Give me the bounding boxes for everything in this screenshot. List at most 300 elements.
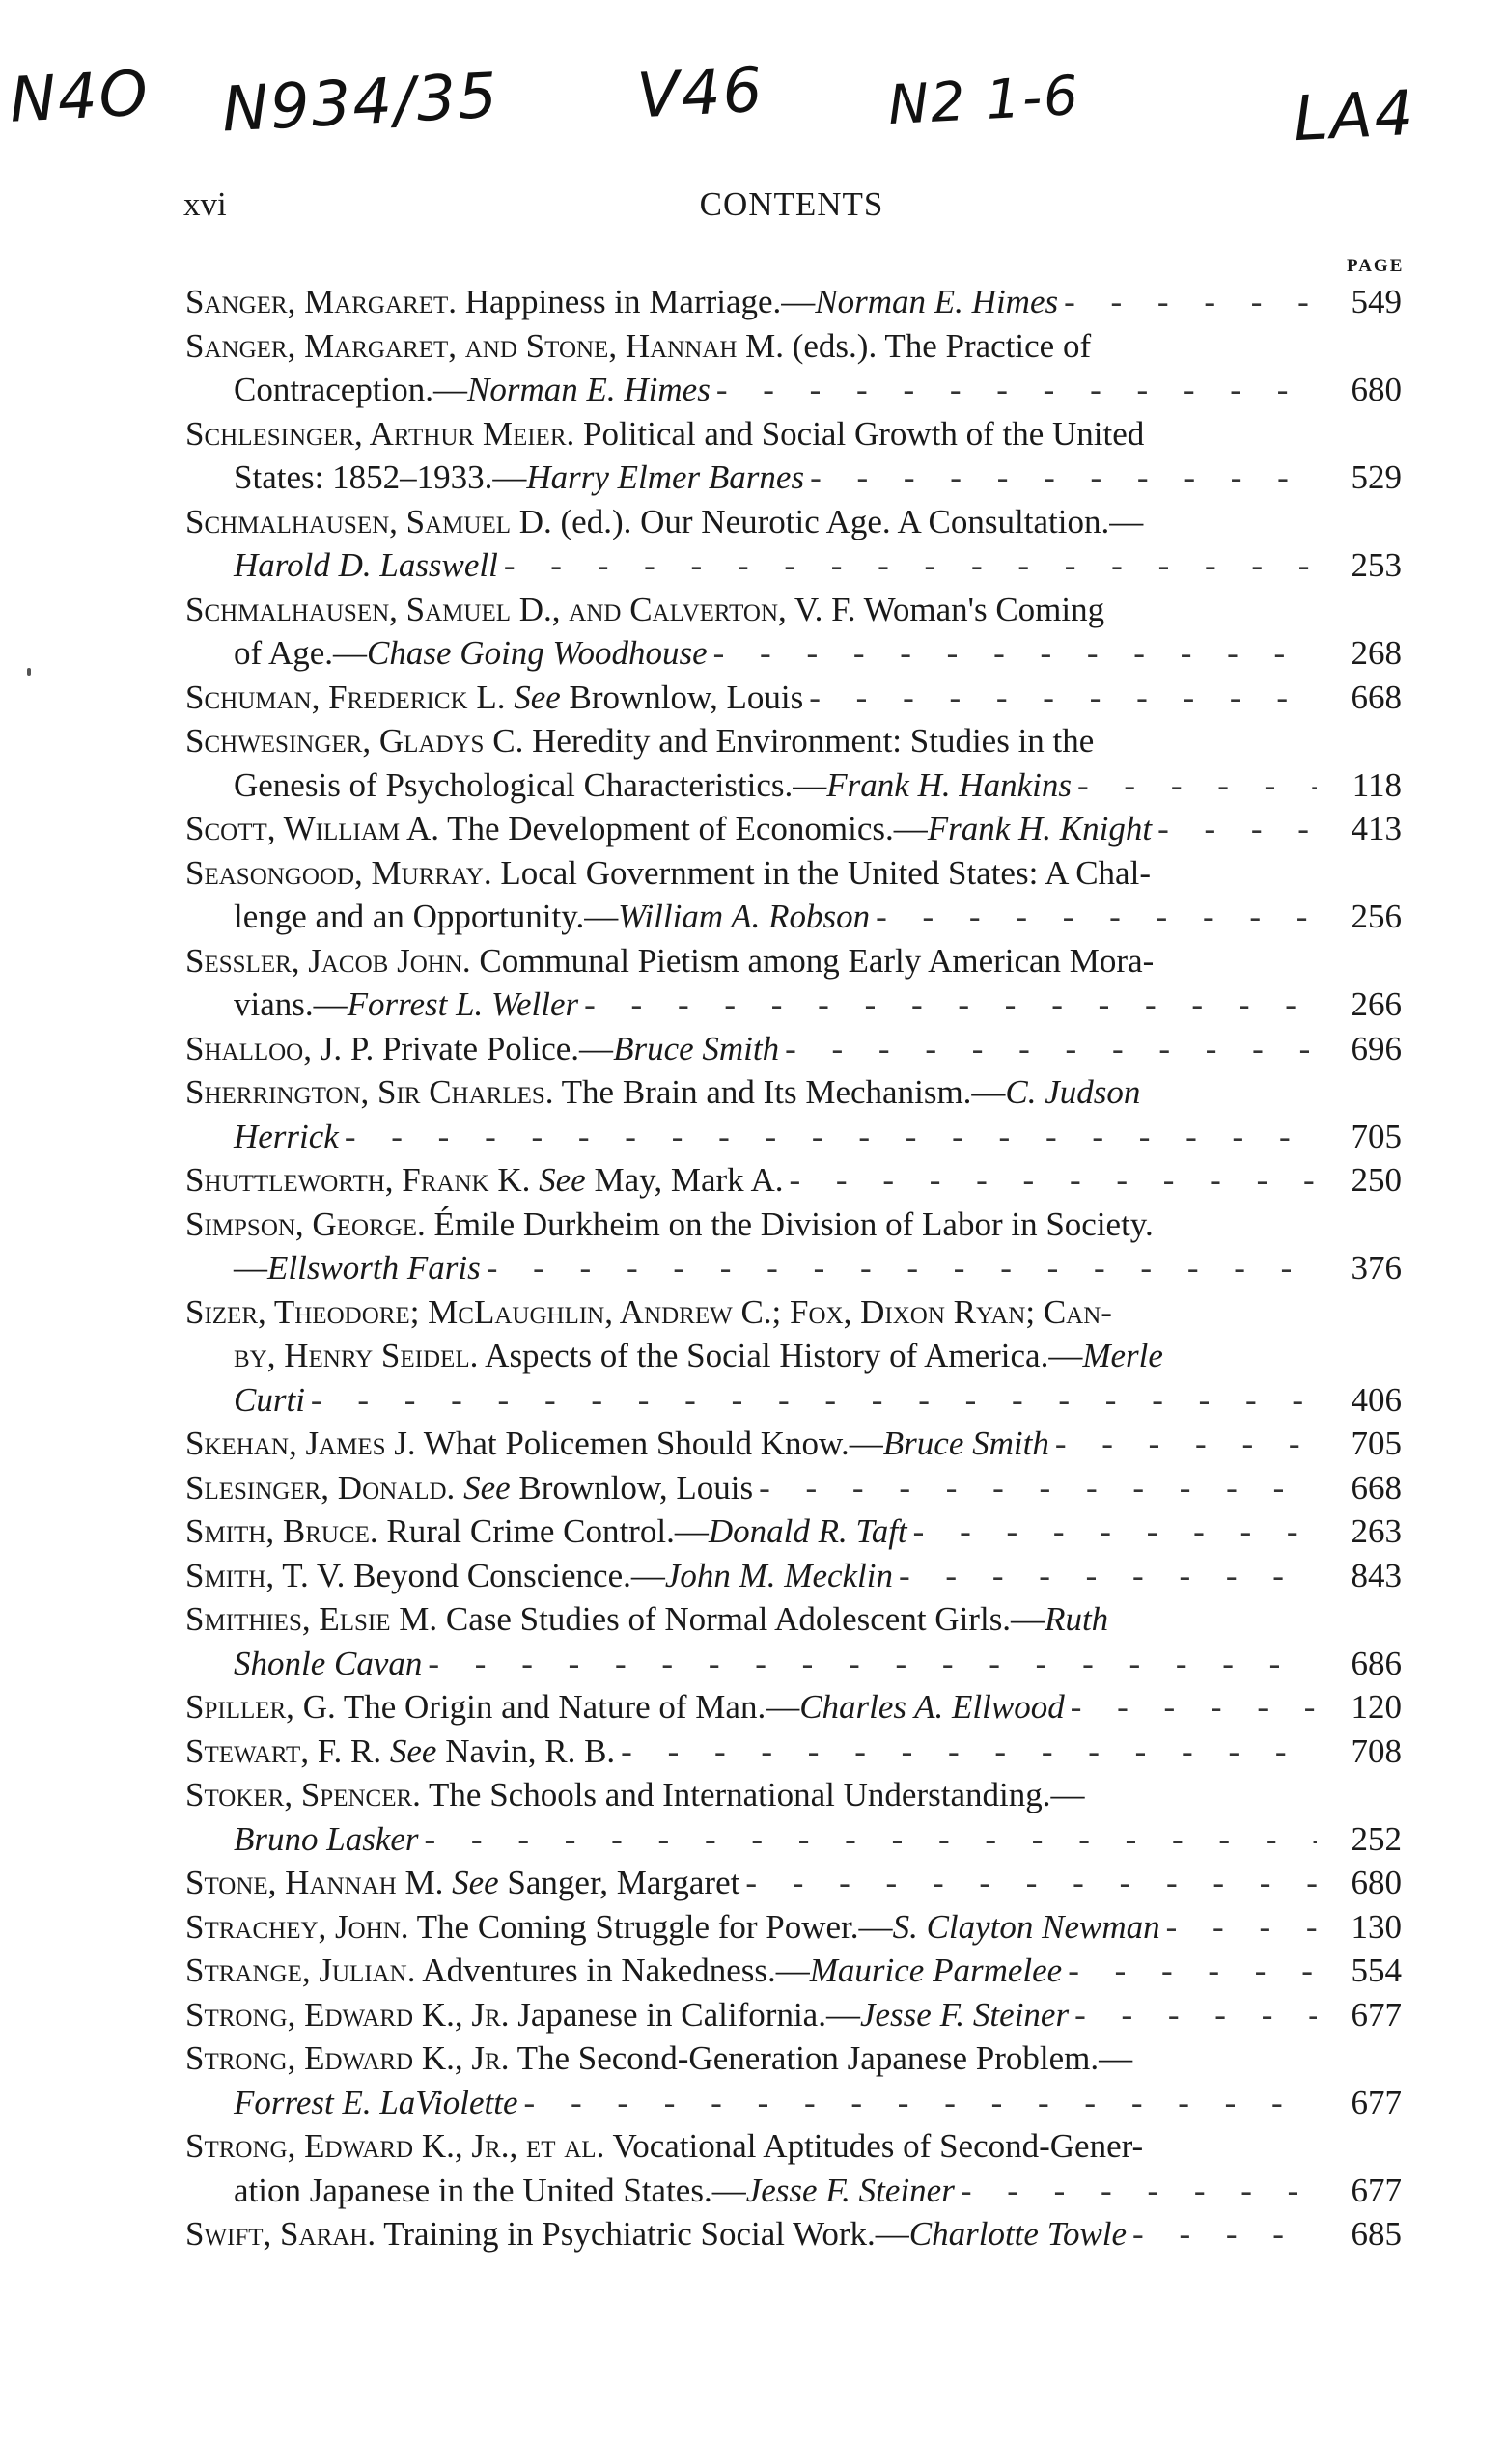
entry-line [185,1334,1402,1378]
book-title-text: Vocational Aptitudes of Second-Gener- [604,2127,1144,2165]
page-number: 253 [1351,546,1402,584]
dot-leaders [810,456,1317,500]
author-name: Strachey, John. [185,1907,409,1946]
contents-entry [185,939,1402,1027]
entry-line [185,1422,1402,1466]
author-name: Strange, Julian. [185,1952,416,1989]
author-name: Strong, Edward [185,2127,414,2165]
entry-line [185,588,1402,632]
entry-line [185,280,1402,324]
dot-leaders [745,1861,1317,1905]
page-number: 256 [1351,898,1402,935]
contents-entry [185,851,1402,939]
author-name: Jr. [471,2039,510,2077]
page-number: 685 [1351,2215,1402,2253]
dot-leaders [428,1642,1317,1686]
page-number: 406 [1351,1380,1402,1419]
entry-text [234,1378,305,1423]
page-number: 668 [1351,678,1402,716]
entry-line [185,719,1402,763]
book-title-text: States: 1852–1933.— [234,458,527,496]
page-number: 118 [1352,765,1402,804]
contents-entry [185,1730,1402,1774]
contents-entry [185,2036,1402,2124]
book-title-text: Émile Durkheim on the Division of Labor in Society. [425,1204,1154,1243]
page-number: 252 [1351,1819,1402,1858]
entry-line [185,676,1402,720]
contents-entry [185,1466,1402,1510]
page-number: 680 [1351,1864,1402,1901]
contents-entry [185,1070,1402,1158]
book-title-text: The Schools and International Understanding.— [420,1776,1085,1813]
entry-line [185,1115,1402,1159]
reviewer-name: Jesse F. Steiner [745,2171,955,2209]
dot-leaders [876,895,1317,939]
author-name: Stone, Hannah [185,1864,397,1901]
entry-line [185,1070,1402,1115]
author-name: and Calverton, [569,590,787,628]
dot-leaders [311,1378,1317,1423]
author-name: Schwesinger, Gladys [185,722,485,760]
entry-line [185,1466,1402,1510]
page-number: 376 [1351,1249,1402,1287]
dot-leaders [1132,2212,1317,2256]
entry-line [185,500,1402,544]
reviewer-name: Forrest E. LaViolette [234,2083,518,2121]
book-title-text: Happiness in Marriage.— [457,283,816,320]
page-number: 529 [1351,458,1402,496]
entry-line [185,2169,1402,2213]
entry-text [185,2212,1127,2256]
contents-entry [185,280,1402,324]
author-name: Strong, Edward [185,1995,414,2034]
book-title-text: Training in Psychiatric Social Work.— [376,2215,909,2253]
entry-text [185,807,1152,851]
book-title-text: The Brain and Its Mechanism.— [553,1073,1006,1111]
entry-line [185,1554,1402,1598]
reviewer-name: Norman E. Himes [467,371,711,408]
reviewer-name: Frank H. Hankins [826,765,1073,804]
author-name: Jr. [471,1995,510,2034]
dot-leaders [1068,1949,1317,1993]
entry-line [185,1158,1402,1203]
reviewer-name: Ruth [1045,1600,1109,1638]
reviewer-name: Bruno Lasker [234,1819,419,1858]
handwritten-notes [0,54,1505,174]
reviewer-name: Maurice Parmelee [809,1952,1063,1989]
dot-leaders [716,368,1317,412]
entry-text [185,1554,893,1598]
author-name: Shuttleworth, Frank [185,1161,489,1199]
reviewer-name: Harry Elmer Barnes [526,458,805,496]
entry-line [185,1203,1402,1247]
entry-line [185,983,1402,1027]
dot-leaders [1071,1685,1317,1730]
contents-list [185,280,1402,2256]
book-title-text: C.; [732,1292,791,1331]
see-reference: See [389,1731,437,1770]
page-header [183,185,1400,234]
contents-entry [185,1554,1402,1598]
dot-leaders [504,543,1317,588]
page-number: 843 [1351,1556,1402,1594]
entry-line [185,2124,1402,2169]
dot-leaders [961,2169,1317,2213]
page-number: 120 [1351,1688,1402,1726]
book-title-text: May, Mark A. [585,1161,784,1199]
book-title-text: K., [413,1995,472,2034]
entry-text [185,1027,779,1071]
book-title-text: Local Government in the United States: A Chal- [491,853,1151,892]
contents-entry [185,500,1402,588]
entry-text [234,2169,955,2213]
contents-entry [185,412,1402,500]
handwritten-note-2: N934/35 [220,60,501,147]
book-title-text: — [234,1249,267,1287]
entry-line [185,763,1402,808]
book-title-text: of Age.— [234,634,368,672]
entry-line [185,1597,1402,1642]
dot-leaders [785,1027,1317,1071]
page-number: 266 [1351,985,1402,1023]
author-name: Fox, Dixon Ryan; Can- [790,1292,1112,1331]
see-reference: See [539,1161,586,1199]
page-number: 413 [1351,810,1402,847]
entry-text [185,851,1151,896]
book-title-text: M. Case Studies of Normal Adolescent Girls.— [390,1600,1045,1638]
book-title-text: L. [467,678,515,716]
entry-line [185,1949,1402,1993]
reviewer-name: Curti [234,1380,305,1419]
folio-number: xvi [183,185,227,223]
book-title-text: M. [396,1864,453,1901]
book-title-text: D., [511,590,570,628]
entry-line [185,939,1402,983]
author-name: Smith, [185,1556,275,1594]
entry-text [234,1246,481,1290]
dot-leaders [913,1509,1317,1554]
dot-leaders [713,631,1317,676]
entry-line [185,2036,1402,2081]
entry-text [234,456,804,500]
entry-text [185,1422,1049,1466]
dot-leaders [1166,1905,1317,1950]
reviewer-name: Herrick [234,1117,339,1155]
author-name: by, Henry Seidel. [234,1337,479,1374]
entry-text [185,1509,907,1554]
entry-text [185,1203,1154,1247]
author-name: Spiller, [185,1688,294,1726]
entry-line [185,1861,1402,1905]
entry-text [185,324,1091,369]
dot-leaders [1064,280,1317,324]
dot-leaders [809,676,1317,720]
entry-text [234,895,870,939]
dot-leaders [1077,763,1317,808]
entry-text [185,1685,1065,1730]
contents-entry [185,719,1402,807]
book-title-text: K., [413,2127,472,2165]
book-title-text: J. P. Private Police.— [311,1029,614,1067]
entry-text [185,1993,1069,2037]
book-title-text: vians.— [234,985,348,1023]
dot-leaders [759,1466,1317,1510]
entry-text [185,500,1143,544]
entry-text [234,983,578,1027]
author-name: Smith, Bruce. [185,1512,378,1550]
entry-text [234,1334,1163,1378]
handwritten-note-3: V46 [635,54,766,133]
dot-leaders [487,1246,1317,1290]
book-title-text: ation Japanese in the United States.— [234,2171,746,2209]
author-name: Scott, William [185,810,401,847]
author-name: Jr., et al. [471,2127,605,2165]
page-number: 250 [1351,1161,1402,1199]
entry-text [185,1466,753,1510]
author-name: Strong, Edward [185,2039,414,2077]
book-title-text: Communal Pietism among Early American Mora- [470,941,1155,980]
entry-line [185,368,1402,412]
entry-text [234,543,498,588]
page-number: 268 [1351,634,1402,672]
entry-line [185,412,1402,457]
entry-line [185,456,1402,500]
reviewer-name: Donald R. Taft [708,1512,907,1550]
reviewer-name: Norman E. Himes [815,283,1059,320]
book-title-text: lenge and an Opportunity.— [234,898,619,935]
see-reference: See [452,1864,499,1901]
page-number: 677 [1351,2171,1402,2209]
reviewer-name: Harold D. Lasswell [234,546,498,584]
reviewer-name: Charles A. Ellwood [799,1688,1065,1726]
book-title-text: A. The Development of Economics.— [400,810,928,847]
page-number: 705 [1351,1425,1402,1462]
book-title-text: T. V. Beyond Conscience.— [274,1556,665,1594]
book-title-text: C. Heredity and Environment: Studies in the [484,722,1095,760]
contents-entry [185,1422,1402,1466]
contents-entry [185,1905,1402,1950]
entry-line [185,1290,1402,1335]
author-name: Schlesinger, Arthur Meier. [185,414,575,453]
entry-line [185,851,1402,896]
see-reference: See [463,1468,511,1507]
contents-entry [185,324,1402,412]
contents-entry [185,1993,1402,2037]
handwritten-note-4: N2 1-6 [886,64,1082,138]
author-name: Sizer, Theodore; McLaughlin, Andrew [185,1292,733,1331]
entry-line [185,631,1402,676]
entry-text [185,1949,1062,1993]
author-name: Schuman, Frederick [185,678,468,716]
dot-leaders [345,1115,1317,1159]
entry-text [185,280,1058,324]
book-title-text: K., [413,2039,472,2077]
page-number: 668 [1351,1468,1402,1507]
running-title: CONTENTS [699,185,884,223]
entry-text [185,1158,784,1203]
dot-leaders [584,983,1317,1027]
reviewer-name: Bruce Smith [613,1029,780,1067]
reviewer-name: Chase Going Woodhouse [367,634,708,672]
reviewer-name: Shonle Cavan [234,1644,423,1682]
entry-text [185,676,803,720]
author-name: Sanger, Margaret, and Stone, Hannah [185,326,738,365]
handwritten-note-5: LA4 [1292,77,1418,156]
entry-text [234,1115,339,1159]
contents-entry [185,2212,1402,2256]
contents-entry [185,1949,1402,1993]
book-title-text: The Second-Generation Japanese Problem.— [509,2039,1133,2077]
book-title-text: Sanger, Margaret [498,1864,740,1901]
reviewer-name: Merle [1082,1337,1163,1374]
entry-line [185,543,1402,588]
author-name: Swift, Sarah. [185,2215,376,2253]
entry-line [185,807,1402,851]
book-title-text: Rural Crime Control.— [377,1512,709,1550]
contents-entry [185,1027,1402,1071]
entry-line [185,1642,1402,1686]
entry-text [185,2036,1132,2081]
entry-text [185,719,1094,763]
book-title-text: Political and Social Growth of the United [574,414,1145,453]
entry-line [185,2212,1402,2256]
page-number: 680 [1351,371,1402,408]
contents-entry [185,676,1402,720]
contents-entry [185,1861,1402,1905]
reviewer-name: Jesse F. Steiner [859,1995,1070,2034]
page-column-label: PAGE [1347,256,1405,276]
author-name: Sessler, Jacob John. [185,941,471,980]
entry-text [185,1070,1140,1115]
entry-text [234,1817,419,1862]
dot-leaders [1157,807,1317,851]
see-reference: See [514,678,561,716]
author-name: Smithies, Elsie [185,1600,391,1638]
page-number: 705 [1351,1117,1402,1155]
book-title-text: Adventures in Nakedness.— [415,1952,810,1989]
contents-entry [185,2124,1402,2212]
book-title-text: Contraception.— [234,371,468,408]
entry-text [185,2124,1143,2169]
author-name: Shalloo, [185,1029,312,1067]
book-title-text: Navin, R. B. [436,1731,616,1770]
author-name: Schmalhausen, Samuel [185,590,511,628]
author-name: Sanger, Margaret. [185,283,457,320]
reviewer-name: Frank H. Knight [927,810,1153,847]
book-title-text: Japanese in California.— [509,1995,860,2034]
entry-text [234,368,711,412]
reviewer-name: Forrest L. Weller [347,985,579,1023]
dot-leaders [1074,1993,1317,2037]
reviewer-name: John M. Mecklin [664,1556,894,1594]
page-number: 696 [1351,1029,1402,1067]
contents-entry [185,1158,1402,1203]
contents-entry [185,1773,1402,1861]
book-title-text: K. [488,1161,540,1199]
handwritten-note-1: N4O [8,58,152,137]
entry-line [185,2081,1402,2125]
book-title-text: G. The Origin and Nature of Man.— [293,1688,800,1726]
entry-line [185,1905,1402,1950]
reviewer-name: S. Clayton Newman [892,1907,1160,1946]
entry-text [185,412,1144,457]
dot-leaders [524,2081,1317,2125]
book-title-text: V. F. Woman's Coming [786,590,1105,628]
entry-text [185,939,1154,983]
reviewer-name: C. Judson [1005,1073,1141,1111]
book-title-text [455,1469,463,1507]
dot-leaders [790,1158,1317,1203]
author-name: Slesinger, Donald. [185,1468,456,1507]
entry-text [234,2081,518,2125]
entry-text [185,1905,1160,1950]
entry-line [185,1509,1402,1554]
entry-text [185,1597,1108,1642]
entry-line [185,1730,1402,1774]
page-number: 677 [1351,1995,1402,2034]
contents-entry [185,1203,1402,1290]
book-title-text: Aspects of the Social History of America.— [478,1337,1083,1374]
entry-line [185,1817,1402,1862]
dot-leaders [1055,1422,1317,1466]
entry-line [185,324,1402,369]
entry-text [234,763,1072,808]
dot-leaders [621,1730,1317,1774]
page-number: 554 [1351,1952,1402,1989]
entry-text [185,1861,739,1905]
reviewer-name: William A. Robson [618,898,871,935]
reviewer-name: Ellsworth Faris [267,1249,481,1287]
book-title-text: Brownlow, Louis [560,678,804,716]
entry-line [185,1246,1402,1290]
author-name: Stoker, Spencer. [185,1776,421,1813]
entry-text [185,1290,1112,1335]
author-name: Simpson, George. [185,1204,426,1243]
entry-text [185,588,1104,632]
reviewer-name: Charlotte Towle [908,2215,1128,2253]
book-title-text: Brownlow, Louis [510,1468,754,1507]
entry-line [185,1685,1402,1730]
entry-line [185,1773,1402,1817]
entry-line [185,1993,1402,2037]
book-title-text: M. (eds.). The Practice of [737,326,1092,365]
stray-ink-mark [27,668,31,676]
contents-entry [185,1290,1402,1423]
author-name: Schmalhausen, Samuel [185,502,511,540]
author-name: Seasongood, Murray. [185,853,492,892]
reviewer-name: Bruce Smith [882,1425,1049,1462]
page-number: 549 [1351,283,1402,320]
entry-line [185,895,1402,939]
entry-text [185,1730,615,1774]
contents-entry [185,588,1402,676]
contents-entry [185,1597,1402,1685]
book-title-text: Genesis of Psychological Characteristics.— [234,765,827,804]
contents-entry [185,807,1402,851]
author-name: Skehan, James [185,1425,386,1462]
entry-line [185,1027,1402,1071]
entry-text [185,1773,1084,1817]
contents-entry [185,1685,1402,1730]
entry-line [185,1378,1402,1423]
book-title-text: F. R. [309,1731,390,1770]
page-number: 263 [1351,1512,1402,1550]
page-number: 708 [1351,1731,1402,1770]
author-name: Sherrington, Sir Charles. [185,1073,554,1111]
book-title-text: D. (ed.). Our Neurotic Age. A Consultation.— [511,502,1144,540]
page-number: 130 [1351,1907,1402,1946]
page-number: 677 [1351,2083,1402,2121]
